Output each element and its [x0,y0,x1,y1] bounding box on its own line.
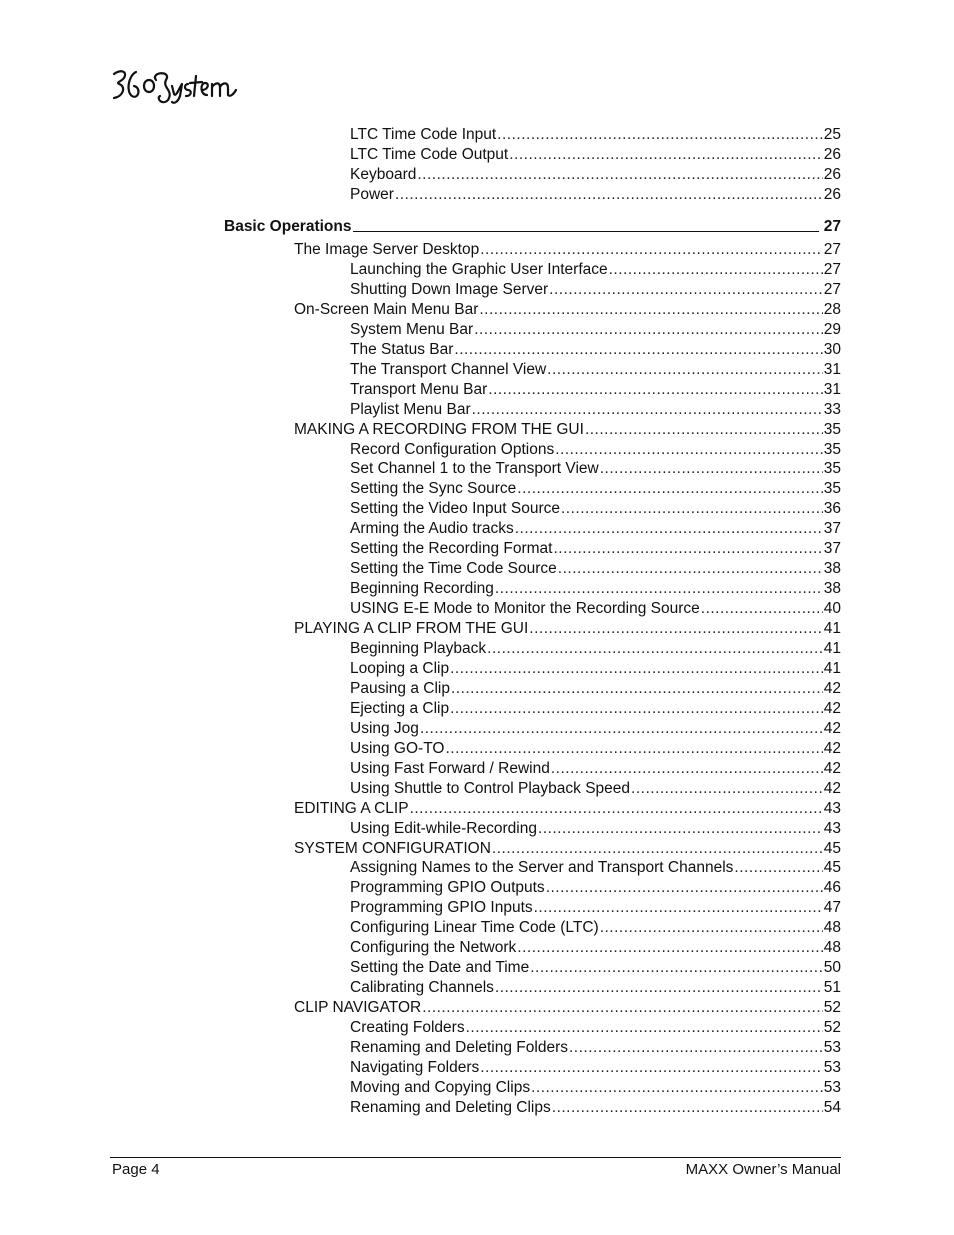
dot-leader [479,300,822,320]
toc-entry[interactable] [350,1098,841,1118]
toc-entry-title: Programming GPIO Outputs [350,879,545,897]
toc-entry-page: 48 [823,919,841,937]
toc-entry-title: Shutting Down Image Server [350,280,549,298]
toc-entry-page: 38 [823,580,841,598]
toc-entry-title: LTC Time Code Input [350,126,497,143]
toc-entry-page: 35 [823,480,841,498]
toc-entry-page: 28 [823,300,841,318]
toc-entry[interactable] [294,240,841,260]
toc-entry-title: Beginning Recording [350,580,494,598]
dot-leader [558,559,823,579]
company-logo [110,66,240,106]
toc-entry-page: 36 [823,500,841,518]
toc-entry-page: 38 [823,560,841,578]
toc-entry-page: 48 [823,939,841,957]
toc-entry-title: EDITING A CLIP [294,799,409,817]
toc-entry[interactable] [350,739,841,759]
toc-entry[interactable] [350,898,841,918]
toc-entry-title: Ejecting a Clip [350,699,450,717]
toc-entry-page: 53 [823,1039,841,1056]
dot-leader [517,479,822,499]
toc-entry[interactable] [350,125,841,145]
dot-leader [552,1098,823,1118]
toc-entry-page: 33 [823,400,841,418]
toc-entry-title: Looping a Clip [350,660,450,677]
dot-leader [495,579,823,599]
toc-entry[interactable] [294,300,841,320]
dot-leader [492,839,823,859]
toc-entry[interactable] [350,559,841,579]
dot-leader [569,1038,823,1058]
toc-entry-title: Set Channel 1 to the Transport View [350,460,599,478]
toc-entry-page: 40 [823,600,841,618]
toc-entry-page: 26 [823,146,841,163]
dot-leader [422,998,823,1018]
toc-entry-title: Setting the Date and Time [350,959,530,977]
dot-leader [547,360,823,380]
toc-entry[interactable] [350,639,841,659]
toc-entry-page: 42 [823,719,841,737]
toc-entry-page: 27 [823,280,841,298]
dot-leader [561,499,823,519]
toc-entry[interactable] [350,380,841,400]
toc-entry-title: Renaming and Deleting Folders [350,1039,568,1056]
toc-entry-title: Playlist Menu Bar [350,400,471,418]
toc-entry[interactable] [350,1018,841,1038]
toc-entry-title: Creating Folders [350,1019,465,1036]
dot-leader [515,519,823,539]
toc-entry-page: 42 [823,739,841,757]
toc-entry-page: 41 [823,660,841,677]
dot-leader [734,858,822,878]
toc-entry-page: 43 [823,799,841,817]
toc-entry-page: 52 [823,1019,841,1036]
dot-leader [480,240,823,260]
footer-divider [110,1157,841,1158]
toc-entry-title: SYSTEM CONFIGURATION [294,839,491,857]
dot-leader [445,739,822,759]
dot-leader [600,459,823,479]
toc-entry-title: Setting the Video Input Source [350,500,560,518]
toc-entry-title: Using Fast Forward / Rewind [350,759,550,777]
toc-entry[interactable] [350,400,841,420]
toc-entry-title: The Image Server Desktop [294,241,480,258]
dot-leader [609,260,823,280]
toc-entry-title: Using Shuttle to Control Playback Speed [350,779,631,797]
toc-entry-page: 31 [823,380,841,398]
toc-entry[interactable] [350,459,841,479]
toc-entry-page: 37 [823,520,841,538]
dot-leader [450,659,823,679]
toc-entry-page: 35 [823,460,841,478]
toc-entry-title: Keyboard [350,166,417,183]
toc-entry-page: 35 [823,420,841,438]
toc-entry-page: 35 [823,440,841,458]
dot-leader [555,440,823,460]
toc-entry-page: 47 [823,899,841,917]
toc-entry[interactable] [350,759,841,779]
toc-entry[interactable] [350,858,841,878]
dot-leader [466,1018,823,1038]
toc-entry-title: Using Edit-while-Recording [350,819,537,837]
toc-entry[interactable] [350,185,841,205]
toc-entry-title: Setting the Time Code Source [350,560,557,578]
dot-leader [585,420,823,440]
toc-entry-page: 26 [823,166,841,183]
dot-leader [495,978,823,998]
dot-leader [529,619,822,639]
toc-entry[interactable] [350,779,841,799]
toc-entry-title: Configuring the Network [350,939,517,957]
dot-leader [417,165,822,185]
toc-entry-title: The Status Bar [350,340,454,358]
toc-entry[interactable] [350,260,841,280]
dot-leader [553,539,822,559]
toc-entry-title: On-Screen Main Menu Bar [294,300,479,318]
toc-entry[interactable] [350,280,841,300]
toc-entry[interactable] [350,1038,841,1058]
toc-entry-title: Renaming and Deleting Clips [350,1098,551,1116]
toc-entry[interactable] [350,340,841,360]
toc-entry-title: Setting the Sync Source [350,480,517,498]
dot-leader [509,145,823,165]
toc-entry-title: LTC Time Code Output [350,146,509,163]
dot-leader [531,1078,823,1098]
toc-entry[interactable] [350,599,841,619]
toc-entry-title: Power [350,186,394,203]
toc-entry-page: 42 [823,679,841,697]
toc-entry-title: MAKING A RECORDING FROM THE GUI [294,420,584,438]
toc-entry-page: 53 [823,1058,841,1076]
toc-entry[interactable] [350,878,841,898]
toc-entry-page: 27 [823,241,841,258]
toc-entry-title: Configuring Linear Time Code (LTC) [350,919,599,937]
toc-entry[interactable] [350,499,841,519]
toc-entry-title: Moving and Copying Clips [350,1078,531,1096]
toc-entry-title: USING E-E Mode to Monitor the Recording Source [350,600,700,618]
toc-entry-title: Transport Menu Bar [350,380,488,398]
toc-entry-page: 30 [823,340,841,358]
toc-entry-page: 27 [823,260,841,278]
toc-entry[interactable] [350,479,841,499]
toc-entry-page: 41 [823,620,841,637]
toc-entry-page: 45 [823,839,841,857]
section-heading[interactable] [224,216,841,236]
toc-entry-title: System Menu Bar [350,320,474,338]
dot-leader [534,898,823,918]
toc-entry-page: 50 [823,959,841,977]
toc-entry-page: 53 [823,1078,841,1096]
dot-leader [546,878,823,898]
dot-leader [551,759,823,779]
toc-entry-title: Arming the Audio tracks [350,520,514,538]
toc-entry[interactable] [350,145,841,165]
dot-leader [488,380,822,400]
toc-entry[interactable] [350,819,841,839]
dot-leader [474,320,823,340]
toc-entry-page: 29 [823,320,841,338]
dot-leader [420,719,823,739]
toc-entry[interactable] [294,998,841,1018]
footer-manual-title: MAXX Owner’s Manual [685,1161,841,1178]
toc-entry-title: Programming GPIO Inputs [350,899,533,917]
toc-entry-page: 42 [823,779,841,797]
toc-entry-page: 26 [823,186,841,203]
dot-leader [451,679,823,699]
toc-entry[interactable] [350,320,841,340]
toc-entry-page: 31 [823,360,841,378]
toc-entry[interactable] [350,165,841,185]
dot-leader [480,1058,823,1078]
dot-leader [497,125,823,145]
toc-entry-page: 51 [823,979,841,997]
toc-entry-title: Record Configuration Options [350,440,555,458]
toc-entry-page: 41 [823,640,841,657]
toc-entry-title: Using GO-TO [350,739,445,757]
toc-entry[interactable] [350,938,841,958]
dot-leader [487,639,823,659]
toc-entry-page: 45 [823,859,841,877]
toc-entry-page: 37 [823,540,841,558]
toc-entry[interactable] [350,958,841,978]
toc-entry[interactable] [350,579,841,599]
toc-entry-title: Launching the Graphic User Interface [350,260,608,278]
toc-entry-page: 46 [823,879,841,897]
toc-entry-title: Navigating Folders [350,1058,480,1076]
toc-entry[interactable] [350,1078,841,1098]
toc-entry[interactable] [350,978,841,998]
toc-entry[interactable] [350,539,841,559]
dot-leader [530,958,823,978]
toc-entry[interactable] [350,918,841,938]
footer-page-number: Page 4 [112,1161,160,1178]
toc-entry[interactable] [294,799,841,819]
toc-entry-page: 42 [823,759,841,777]
dot-leader [517,938,822,958]
toc-entry-page: 25 [823,126,841,143]
toc-entry-page: 54 [823,1098,841,1116]
section-page: 27 [823,218,841,235]
toc-entry-title: Using Jog [350,719,419,737]
toc-entry-title: CLIP NAVIGATOR [294,999,422,1017]
dot-leader [538,819,823,839]
toc-entry[interactable] [350,360,841,380]
toc-entry[interactable] [350,699,841,719]
section-rule [353,231,819,232]
toc-entry[interactable] [350,679,841,699]
toc-entry[interactable] [350,719,841,739]
dot-leader [454,340,822,360]
toc-entry[interactable] [350,1058,841,1078]
toc-entry-title: Assigning Names to the Server and Transport Channels [350,859,734,877]
dot-leader [395,185,823,205]
dot-leader [701,599,823,619]
toc-entry-page: 52 [823,999,841,1017]
dot-leader [472,400,823,420]
toc-entry-title: Calibrating Channels [350,979,494,997]
toc-entry-title: PLAYING A CLIP FROM THE GUI [294,620,529,637]
toc-entry-page: 43 [823,819,841,837]
dot-leader [549,280,823,300]
dot-leader [600,918,823,938]
dot-leader [631,779,823,799]
toc-entry[interactable] [350,440,841,460]
toc-entry-title: Pausing a Clip [350,679,450,697]
toc-entry[interactable] [350,519,841,539]
section-title: Basic Operations [224,218,352,235]
dot-leader [410,799,823,819]
toc-entry-title: Beginning Playback [350,640,487,657]
toc-entry[interactable] [294,420,841,440]
toc-entry-page: 42 [823,699,841,717]
dot-leader [450,699,823,719]
toc-entry[interactable] [294,839,841,859]
toc-entry-title: Setting the Recording Format [350,540,553,558]
toc-entry[interactable] [350,659,841,679]
toc-entry-title: The Transport Channel View [350,360,547,378]
toc-entry[interactable] [294,619,841,639]
